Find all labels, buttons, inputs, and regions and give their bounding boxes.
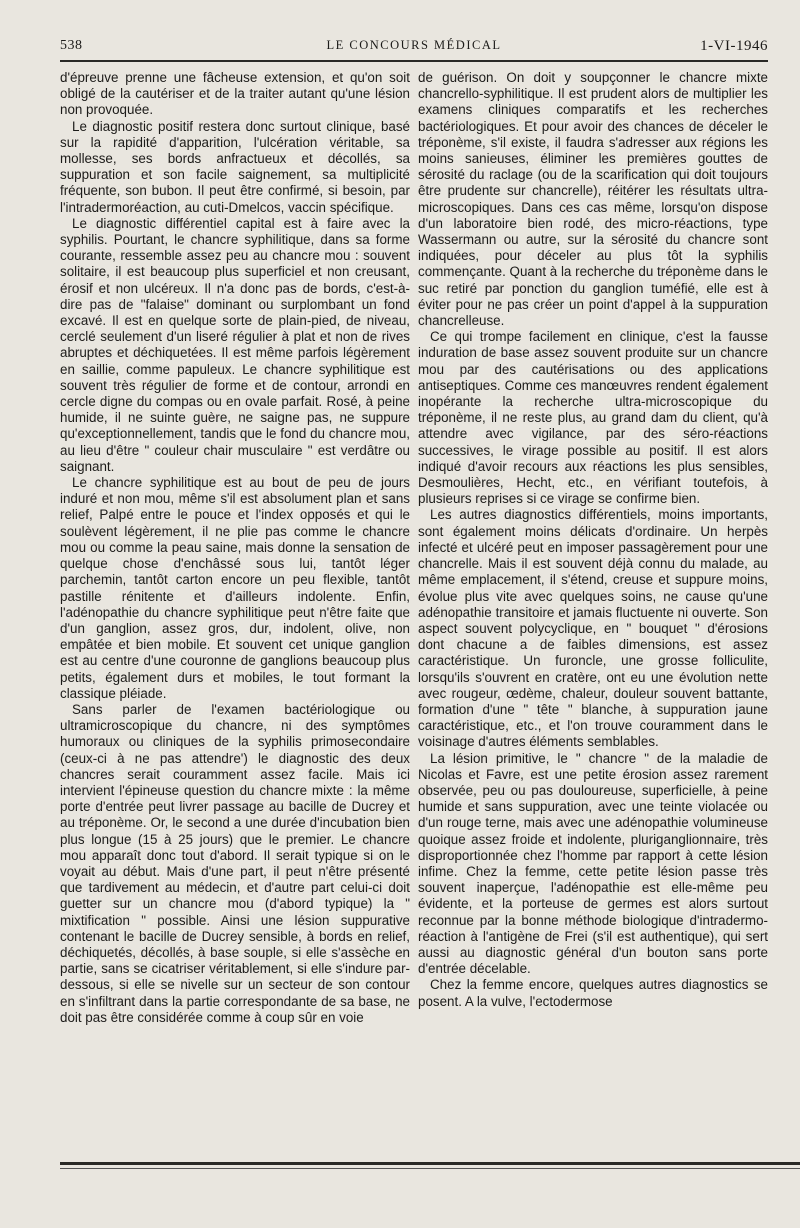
header-rule xyxy=(60,60,768,62)
left-column xyxy=(60,70,410,1150)
paragraph: Le chancre syphilitique est au bout de peu de jours induré et non mou, même s'il est absolument plan et sans relief, Palpé entre le pouce et l'index opposés et qui le soulèvent légèrement, il ne plie pas comme le chancre mou ou comme la peau saine, mais donne la sensation de quelque chose d'enchâssé sous lui, tantôt léger parchemin, tantôt carton encore un peu flexible, tantôt pastille rénitente et d'ailleurs indolente. Enfin, l'adénopathie du chancre syphilitique peut n'être faite que d'un ganglion, assez gros, dur, indolent, olive, non empâtée et bien mobile. Et souvent cet unique ganglion est au centre d'une couronne de ganglions beaucoup plus petits, également durs et mobiles, le tout formant la classique pléiade. xyxy=(60,475,410,701)
paragraph: Le diagnostic positif restera donc surtout clinique, basé sur la rapidité d'apparition, l'ulcération véritable, sa mollesse, ses bords anfractueux et décollés, sa suppuration et son facile saignement, sa multiplicité fréquente, son bubon. Il peut être confirmé, si besoin, par l'intradermoréaction, au cuti-Dmelcos, vaccin spécifique. xyxy=(60,118,410,215)
paragraph: La lésion primitive, le " chancre " de la maladie de Nicolas et Favre, est une petite érosion assez rarement observée, peu ou pas douloureuse, superficielle, à peine humide et sans suppuration, avec une teinte violacée ou d'un rouge terne, mais avec une adénopathie volumineuse quoique assez froide et indolente, pluriganglionnaire, très disproportionnée chez l'homme par rapport à cette lésion infime. Chez la femme, cette petite lésion passe très souvent inaperçue, l'adénopathie est elle-même peu évidente, et la porteuse de germes est alors surtout reconnue par la bonne méthode biologique d'intradermo-réaction à l'antigène de Frei (s'il est authentique), qui sert aussi au diagnostic général d'un bouton sans porte d'entrée décelable. xyxy=(418,750,768,977)
paragraph: Les autres diagnostics différentiels, moins importants, sont également moins délicats d'ordinaire. Un herpès infecté et ulcéré peut en imposer passagèrement pour une chancrelle. Mais il est souvent déjà connu du malade, au même emplacement, il s'étend, creuse et suppure moins, évolue plus vite avec quelques soins, ne cause qu'une adénopathie transitoire et jamais fluctuente ni ouverte. Son aspect souvent polycyclique, en " bouquet " d'érosions dont chacune a de faibles dimensions, est assez caractéristique. Un furoncle, une grosse folliculite, lorsqu'ils s'ouvrent en cratère, ont eu une évolution nette avec rougeur, œdème, chaleur, douleur souvent battante, formation d'une " tête " blanche, à suppuration jaune caractéristique, etc., et l'on trouve couramment dans le voisinage d'autres éléments semblables. xyxy=(418,507,768,750)
paragraph: de guérison. On doit y soupçonner le chancre mixte chancrello-syphilitique. Il est prudent alors de multiplier les examens cliniques comparatifs et les recherches bactériologiques. Et pour avoir des chances de déceler le tréponème, s'il existe, il faudra s'adresser aux régions les moins sanieuses, éliminer les premières gouttes de sérosité du raclage (ou de la scarification qui doit toujours être prudente sur chancrelle), réitérer les résultats ultra-microscopiques. Dans ces cas même, lorsqu'on dispose d'un laboratoire bien rodé, des micro-réactions, type Wassermann ou autre, sur la sérosité du chancre sont indiquées, pour déceler au plus tôt la syphilis commençante. Quant à la recherche du tréponème dans le suc retiré par ponction du ganglion tuméfié, elle est à éviter pour ne pas créer un point d'appel à la suppuration chancrelleuse. xyxy=(418,70,768,329)
paragraph: Ce qui trompe facilement en clinique, c'est la fausse induration de base assez souvent produite sur un chancre mou par des cautérisations ou des applications antiseptiques. Comme ces manœuvres rendent également inopérante la recherche ultra-microscopique du tréponème, il ne reste plus, au grand dam du client, qu'à attendre avec vigilance, par des séro-réactions successives, le virage possible au positif. Il est alors indiqué d'avoir recours aux réactions les plus sensibles, Desmoulières, Hecht, etc., en vérifiant toutefois, à plusieurs reprises si ce virage se confirme bien. xyxy=(418,329,768,507)
page-number: 538 xyxy=(60,38,83,53)
footer-rule xyxy=(60,1162,800,1165)
right-column xyxy=(418,70,768,1150)
paragraph: Sans parler de l'examen bactériologique ou ultramicroscopique du chancre, ni des symptômes humoraux ou cliniques de la syphilis primosecondaire (ceux-ci à ne pas attendre') le diagnostic des deux chancres serait couramment assez facile. Mais ici intervient l'épineuse question du chancre mixte : la même porte d'entrée peut livrer passage au bacille de Ducrey et au tréponème. Or, le second a une durée d'incubation bien plus longue (15 à 25 jours) que le premier. Le chancre mou apparaît donc tout d'abord. Il serait typique si on le voyait au début. Mais d'une part, il peut n'être présenté que tardivement au médecin, et d'autre part celui-ci doit guetter sur un chancre mou (d'abord typique) la " mixtification " possible. Ainsi une lésion suppurative contenant le bacille de Ducrey sensible, à bords en relief, déchiquetés, décollés, à base souple, si elle s'assèche en partie, sans se cicatriser véritablement, si elle s'indure par-dessous, si elle se nivelle sur un secteur de son contour en s'infiltrant dans la partie correspondante de sa base, ne doit pas être considérée comme à coup sûr en voie xyxy=(60,701,410,1025)
issue-date: 1-VI-1946 xyxy=(700,38,768,54)
footer-rule-thin xyxy=(60,1168,800,1169)
journal-title: LE CONCOURS MÉDICAL xyxy=(326,38,502,52)
page-header xyxy=(60,38,768,60)
paragraph: Chez la femme encore, quelques autres diagnostics se posent. A la vulve, l'ectodermose xyxy=(418,977,768,1009)
paragraph: Le diagnostic différentiel capital est à faire avec la syphilis. Pourtant, le chancre syphilitique, dans sa forme courante, ressemble assez peu au chancre mou : souvent solitaire, il est beaucoup plus superficiel et non creusant, érosif et non ulcéreux. Il n'a donc pas de bords, c'est-à-dire pas de "falaise" dominant ou surplombant un fond excavé. Il est en quelque sorte de plain-pied, de niveau, cerclé seulement d'un liseré régulier à plat et non de rives abruptes et déchiquetées. Il est même parfois légèrement en saillie, comme papuleux. Le chancre syphilitique est souvent très régulier de forme et de contour, arrondi en cercle digne du compas ou en ovale parfait. Rosé, à peine humide, il ne suinte guère, ne saigne pas, ne suppure qu'exceptionnellement, tandis que le fond du chancre mou, au lieu d'être " couleur chair musculaire " est verdâtre ou saignant. xyxy=(60,215,410,474)
paragraph: d'épreuve prenne une fâcheuse extension, et qu'on soit obligé de la cautériser et de la traiter autant qu'une lésion non provoquée. xyxy=(60,70,410,118)
